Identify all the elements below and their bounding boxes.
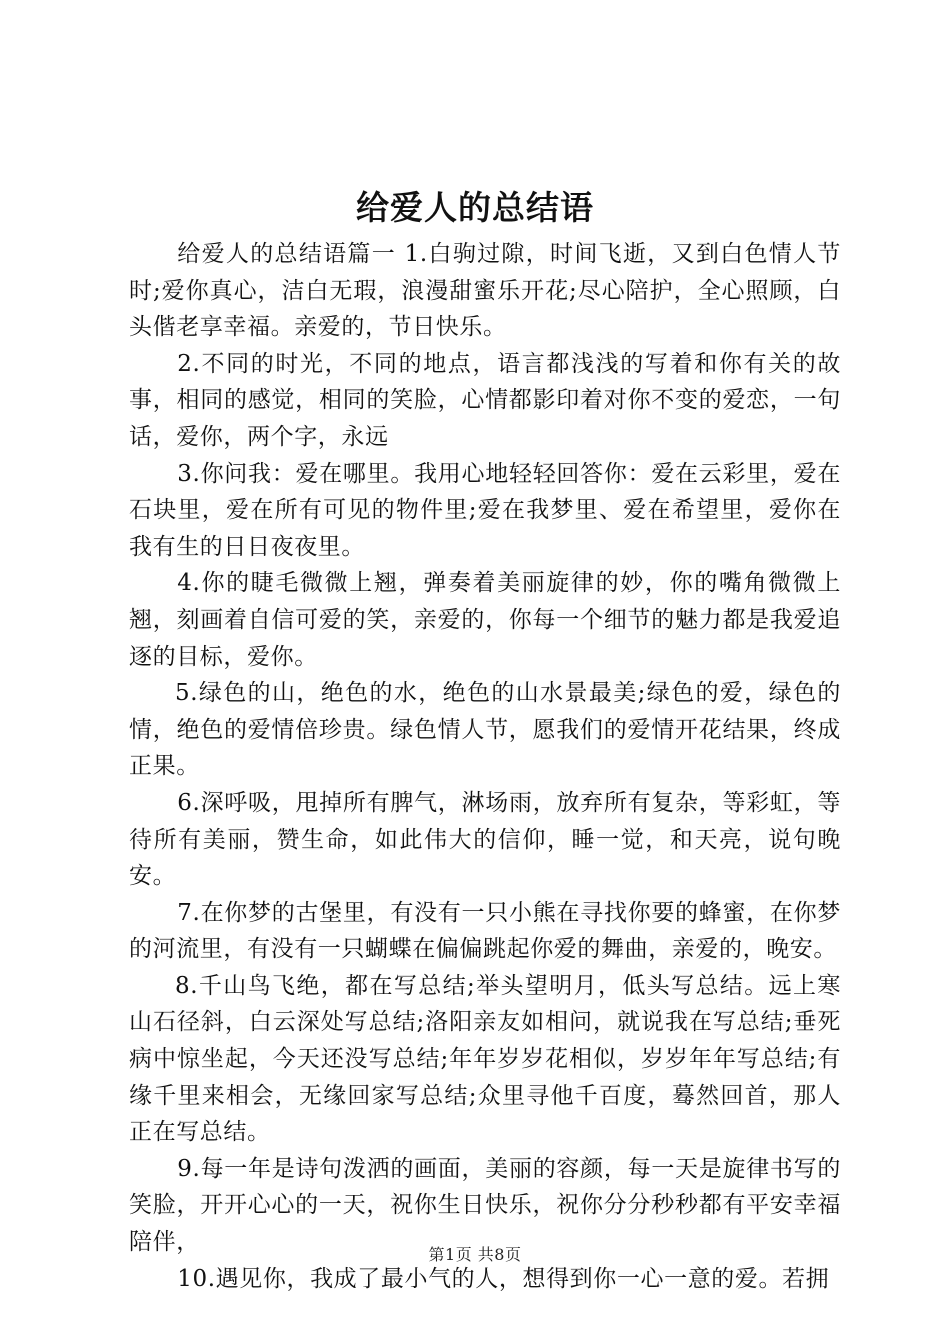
paragraph-2: 2.不同的时光，不同的地点，语言都浅浅的写着和你有关的故事，相同的感觉，相同的笑脸，心情都影印着对你不变的爱恋，一句话，爱你，两个字，永远 [129, 350, 841, 450]
paragraph-7: 7.在你梦的古堡里，有没有一只小熊在寻找你要的蜂蜜，在你梦的河流里，有没有一只蝴蝶在偏偏跳起你爱的舞曲，亲爱的，晚安。 [129, 899, 841, 963]
paragraph-10: 10.遇见你，我成了最小气的人，想得到你一心一意的爱。若拥 [177, 1265, 830, 1292]
paragraph-6: 6.深呼吸，甩掉所有脾气，淋场雨，放弃所有复杂，等彩虹，等待所有美丽，赞生命，如此伟大的信仰，睡一觉，和天亮，说句晚安。 [129, 789, 841, 890]
paragraph-4: 4.你的睫毛微微上翘，弹奏着美丽旋律的妙，你的嘴角微微上翘，刻画着自信可爱的笑，亲爱的，你每一个细节的魅力都是我爱追逐的目标，爱你。 [129, 570, 841, 670]
paragraph-5: 5.绿色的山，绝色的水，绝色的山水景最美;绿色的爱，绿色的情，绝色的爱情倍珍贵。绿色情人节，愿我们的爱情开花结果，终成正果。 [129, 680, 841, 780]
page-footer: 第1页 共8页 [428, 1245, 522, 1264]
paragraph-1: 给爱人的总结语篇一 1.白驹过隙，时间飞逝，又到白色情人节时;爱你真心，洁白无瑕，浪漫甜蜜乐开花;尽心陪护，全心照顾，白头偕老享幸福。亲爱的，节日快乐。 [129, 241, 841, 341]
paragraph-8: 8.千山鸟飞绝，都在写总结;举头望明月，低头写总结。远上寒山石径斜，白云深处写总结;洛阳亲友如相问，就说我在写总结;垂死病中惊坐起，今天还没写总结;年年岁岁花相似，岁岁年年写总结;有缘千里来相会，无缘回家写总结;众里寻他千百度，蓦然回首，那人正在写总结。 [129, 972, 841, 1146]
document-title: 给爱人的总结语 [356, 188, 594, 227]
document-body [129, 236, 841, 1297]
paragraph-9: 9.每一年是诗句泼洒的画面，美丽的容颜，每一天是旋律书写的笑脸，开开心心的一天，祝你生日快乐，祝你分分秒秒都有平安幸福陪伴， [129, 1155, 841, 1256]
paragraph-3: 3.你问我：爱在哪里。我用心地轻轻回答你：爱在云彩里，爱在石块里，爱在所有可见的物件里;爱在我梦里、爱在希望里，爱你在我有生的日日夜夜里。 [129, 460, 841, 560]
